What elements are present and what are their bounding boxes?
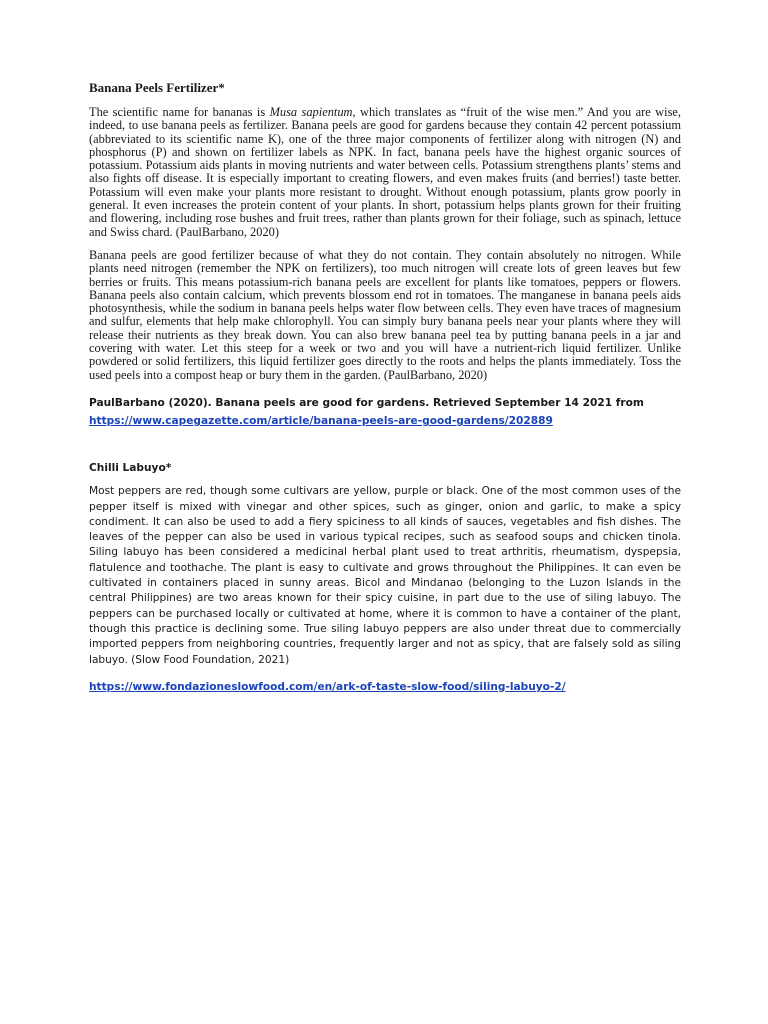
- paragraph-text: The scientific name for bananas is: [89, 105, 270, 119]
- banana-peels-section: [89, 80, 681, 429]
- chilli-labuyo-section: [89, 462, 681, 695]
- banana-peels-paragraph-1: [89, 106, 681, 239]
- document-page: [89, 80, 681, 695]
- section-title-banana-peels: Banana Peels Fertilizer*: [89, 80, 225, 95]
- banana-peels-citation: PaulBarbano (2020). Banana peels are good for gardens. Retrieved September 14 2021 from: [89, 396, 644, 409]
- chilli-labuyo-paragraph: Most peppers are red, though some cultivars are yellow, purple or black. One of the most common uses of the pepper itself is mixed with vinegar and other spices, such as ginger, onion and garlic, to make a spicy condiment. It can also be used to add a fiery spiciness to all kinds of sauces, vegetables and fish dishes. The leaves of the pepper can also be used in various typical recipes, such as seafood soups and chicken tinola. Siling labuyo has been considered a medicinal herbal plant used to treat arthritis, rheumatism, dyspepsia, flatulence and toothache. The plant is easy to cultivate and grows throughout the Philippines. It can even be cultivated in containers placed in sunny areas. Bicol and Mindanao (belonging to the Luzon Islands in the central Philippines) are two areas known for their spicy cuisine, in part due to the use of siling labuyo. The peppers can be purchased locally or cultivated at home, where it is common to have a container of the plant, though this practice is declining some. True siling labuyo peppers are also under threat due to commercially imported peppers from neighboring countries, frequently larger and not as spicy, that are falsely sold as siling labuyo. (Slow Food Foundation, 2021): [89, 485, 681, 666]
- scientific-name: Musa sapientum: [269, 105, 353, 119]
- banana-peels-paragraph-2: Banana peels are good fertilizer because of what they do not contain. They contain absolutely no nitrogen. While plants need nitrogen (remember the NPK on fertilizers), too much nitrogen will create lots of green leaves but few berries or fruits. This means potassium-rich banana peels are excellent for plants like tomatoes, peppers or flowers. Banana peels also contain calcium, which prevents blossom end rot in tomatoes. The manganese in banana peels aids photosynthesis, while the sodium in banana peels helps water flow between cells. They even have traces of magnesium and sulfur, elements that help make chlorophyll. You can simply bury banana peels near your plants where they will release their nutrients as they break down. You can also brew banana peel tea by putting banana peels in a jar and covering with water. Let this steep for a week or two and you will have a nutrient-rich liquid fertilizer. Unlike powdered or solid fertilizers, this liquid fertilizer goes directly to the roots and helps the plants immediately. Toss the used peels into a compost heap or bury them in the garden. (PaulBarbano, 2020): [89, 247, 681, 382]
- capegazette-link[interactable]: https://www.capegazette.com/article/banana-peels-are-good-gardens/202889: [89, 415, 553, 428]
- slowfood-link[interactable]: https://www.fondazioneslowfood.com/en/ark-of-taste-slow-food/siling-labuyo-2/: [89, 680, 566, 693]
- paragraph-text: , which translates as “fruit of the wise men.” And you are wise, indeed, to use banana peels as fertilizer. Banana peels are good for gardens because they contain 42 percent potassium (abbreviated to its scientific name K), one of the three major components of fertilizer along with nitrogen (N) and phosphorus (P) and shown on fertilizer labels as NPK. In fact, banana peels have the highest organic sources of potassium. Potassium aids plants in moving nutrients and water between cells. Potassium strengthens plants’ stems and also fights off disease. It is especially important to creating flowers, and even makes fruits (and berries!) taste better. Potassium will even make your plants more resistant to drought. Without enough potassium, plants grow poorly in general. It even increases the protein content of your plants. In short, potassium helps plants grown for their fruiting and flowering, including rose bushes and fruit trees, rather than plants grown for their foliage, such as spinach, lettuce and Swiss chard. (PaulBarbano, 2020): [89, 105, 681, 239]
- section-title-chilli-labuyo: Chilli Labuyo*: [89, 462, 172, 475]
